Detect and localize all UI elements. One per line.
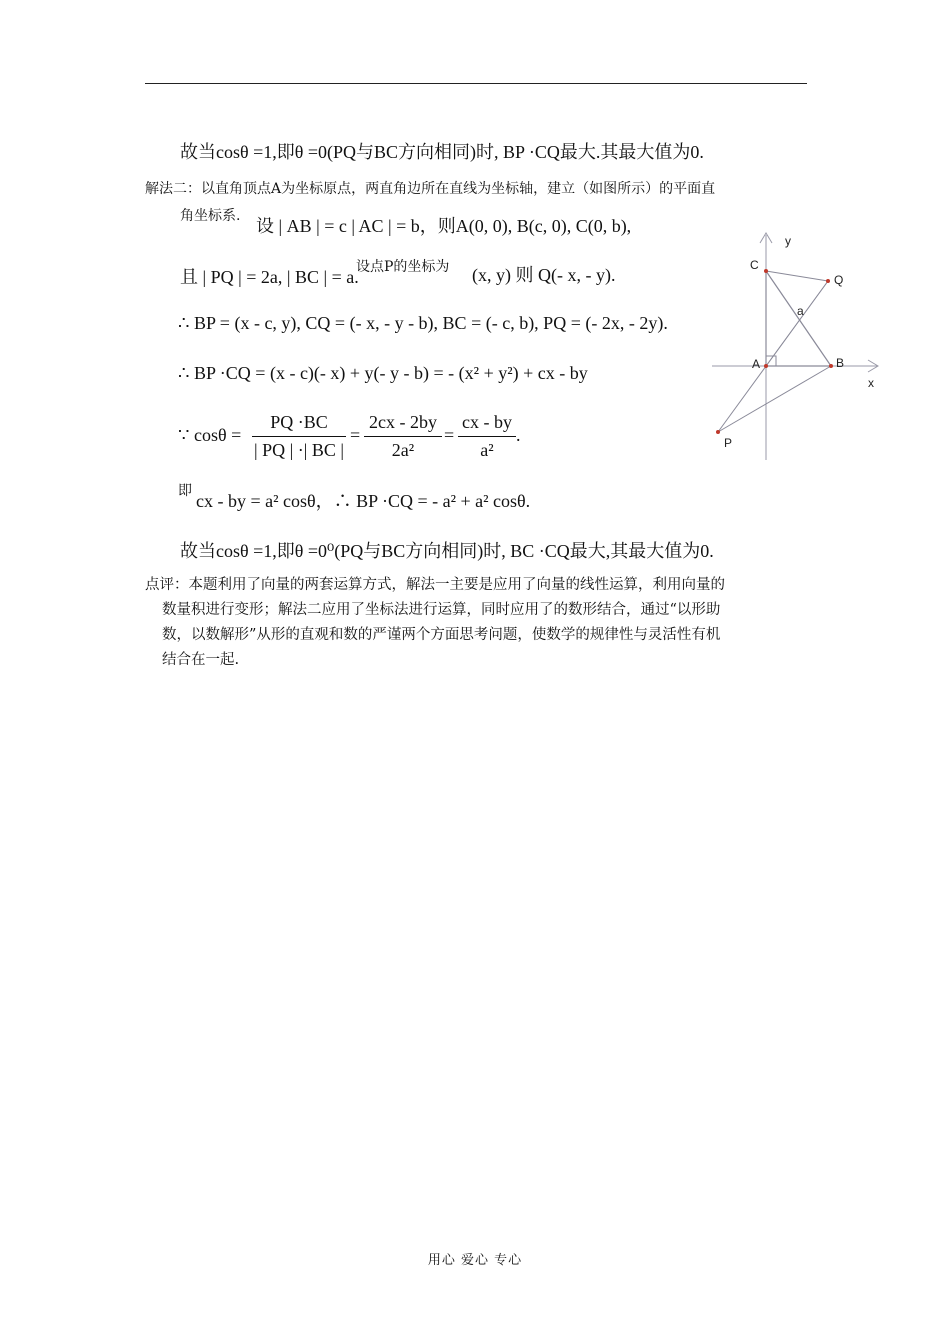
setup-line: 设 | AB | = c | AC | = b，则A(0, 0), B(c, 0), C(0, b),	[256, 216, 632, 236]
solution-two-heading-cont: 角坐标系.	[180, 208, 241, 224]
ji-label: 即	[178, 483, 192, 499]
solution-two-conclusion: 故当cosθ =1,即θ =0⁰(PQ与BC方向相同)时, BC ·CQ最大,其最大值为0.	[180, 541, 714, 561]
cos-prefix: ∵ cosθ =	[178, 425, 242, 445]
fraction-3-denominator: a²	[480, 440, 494, 460]
label-C: C	[750, 258, 759, 272]
label-A: A	[752, 357, 761, 371]
fraction-1-bar	[252, 436, 346, 437]
comment-line-4: 结合在一起.	[162, 652, 240, 668]
coordinate-figure	[700, 225, 900, 465]
equals-1: =	[350, 425, 361, 445]
vector-coords-line: ∴ BP = (x - c, y), CQ = (- x, - y - b), BC = (- c, b), PQ = (- 2x, - 2y).	[178, 313, 668, 333]
segment-BC	[766, 271, 831, 366]
fraction-3-numerator: cx - by	[462, 412, 512, 432]
comment-line-2: 数量积进行变形；解法二应用了坐标法进行运算，同时应用了的数形结合，通过“以形助	[162, 602, 721, 618]
solution-two-heading: 解法二：以直角顶点A为坐标原点，两直角边所在直线为坐标轴，建立（如图所示）的平面直	[145, 181, 716, 197]
label-Q: Q	[834, 273, 844, 287]
segment-CQ	[766, 271, 828, 281]
given-line-text: 设点P的坐标为	[356, 259, 450, 275]
footer: 用心 爱心 专心	[427, 1253, 523, 1268]
solution-one-conclusion: 故当cosθ =1,即θ =0(PQ与BC方向相同)时, BP ·CQ最大.其最大值为0.	[180, 142, 704, 162]
fraction-2-bar	[364, 436, 442, 437]
equals-2: =	[444, 425, 455, 445]
fraction-1-numerator: PQ ·BC	[270, 412, 328, 432]
label-a: a	[797, 304, 804, 318]
point-C	[764, 269, 768, 273]
label-y: y	[785, 234, 791, 248]
point-Q	[826, 279, 830, 283]
result-line: cx - by = a² cosθ，∴ BP ·CQ = - a² + a² cosθ.	[196, 491, 531, 511]
fraction-2-numerator: 2cx - 2by	[369, 412, 437, 432]
label-P: P	[724, 436, 733, 450]
period: .	[516, 425, 521, 445]
point-B	[829, 364, 833, 368]
comment-line-3: 数，以数解形”从形的直观和数的严谨两个方面思考问题，使数学的规律性与灵活性有机	[162, 627, 721, 643]
dot-product-line: ∴ BP ·CQ = (x - c)(- x) + y(- y - b) = - (x² + y²) + cx - by	[178, 363, 588, 383]
point-P	[716, 430, 720, 434]
label-B: B	[836, 356, 845, 370]
fraction-2-denominator: 2a²	[391, 440, 415, 460]
fraction-1-denominator: | PQ | ·| BC |	[254, 440, 344, 460]
segment-AQ	[766, 281, 828, 366]
fraction-3-bar	[458, 436, 516, 437]
comment-line-1: 点评：本题利用了向量的两套运算方式，解法一主要是应用了向量的线性运算，利用向量的	[145, 577, 725, 593]
point-A	[764, 364, 768, 368]
segment-BP	[718, 366, 831, 432]
header-rule	[145, 83, 807, 84]
given-line-coords: (x, y) 则 Q(- x, - y).	[472, 265, 616, 285]
given-line: 且 | PQ | = 2a, | BC | = a.	[180, 267, 359, 287]
label-x: x	[868, 376, 874, 390]
